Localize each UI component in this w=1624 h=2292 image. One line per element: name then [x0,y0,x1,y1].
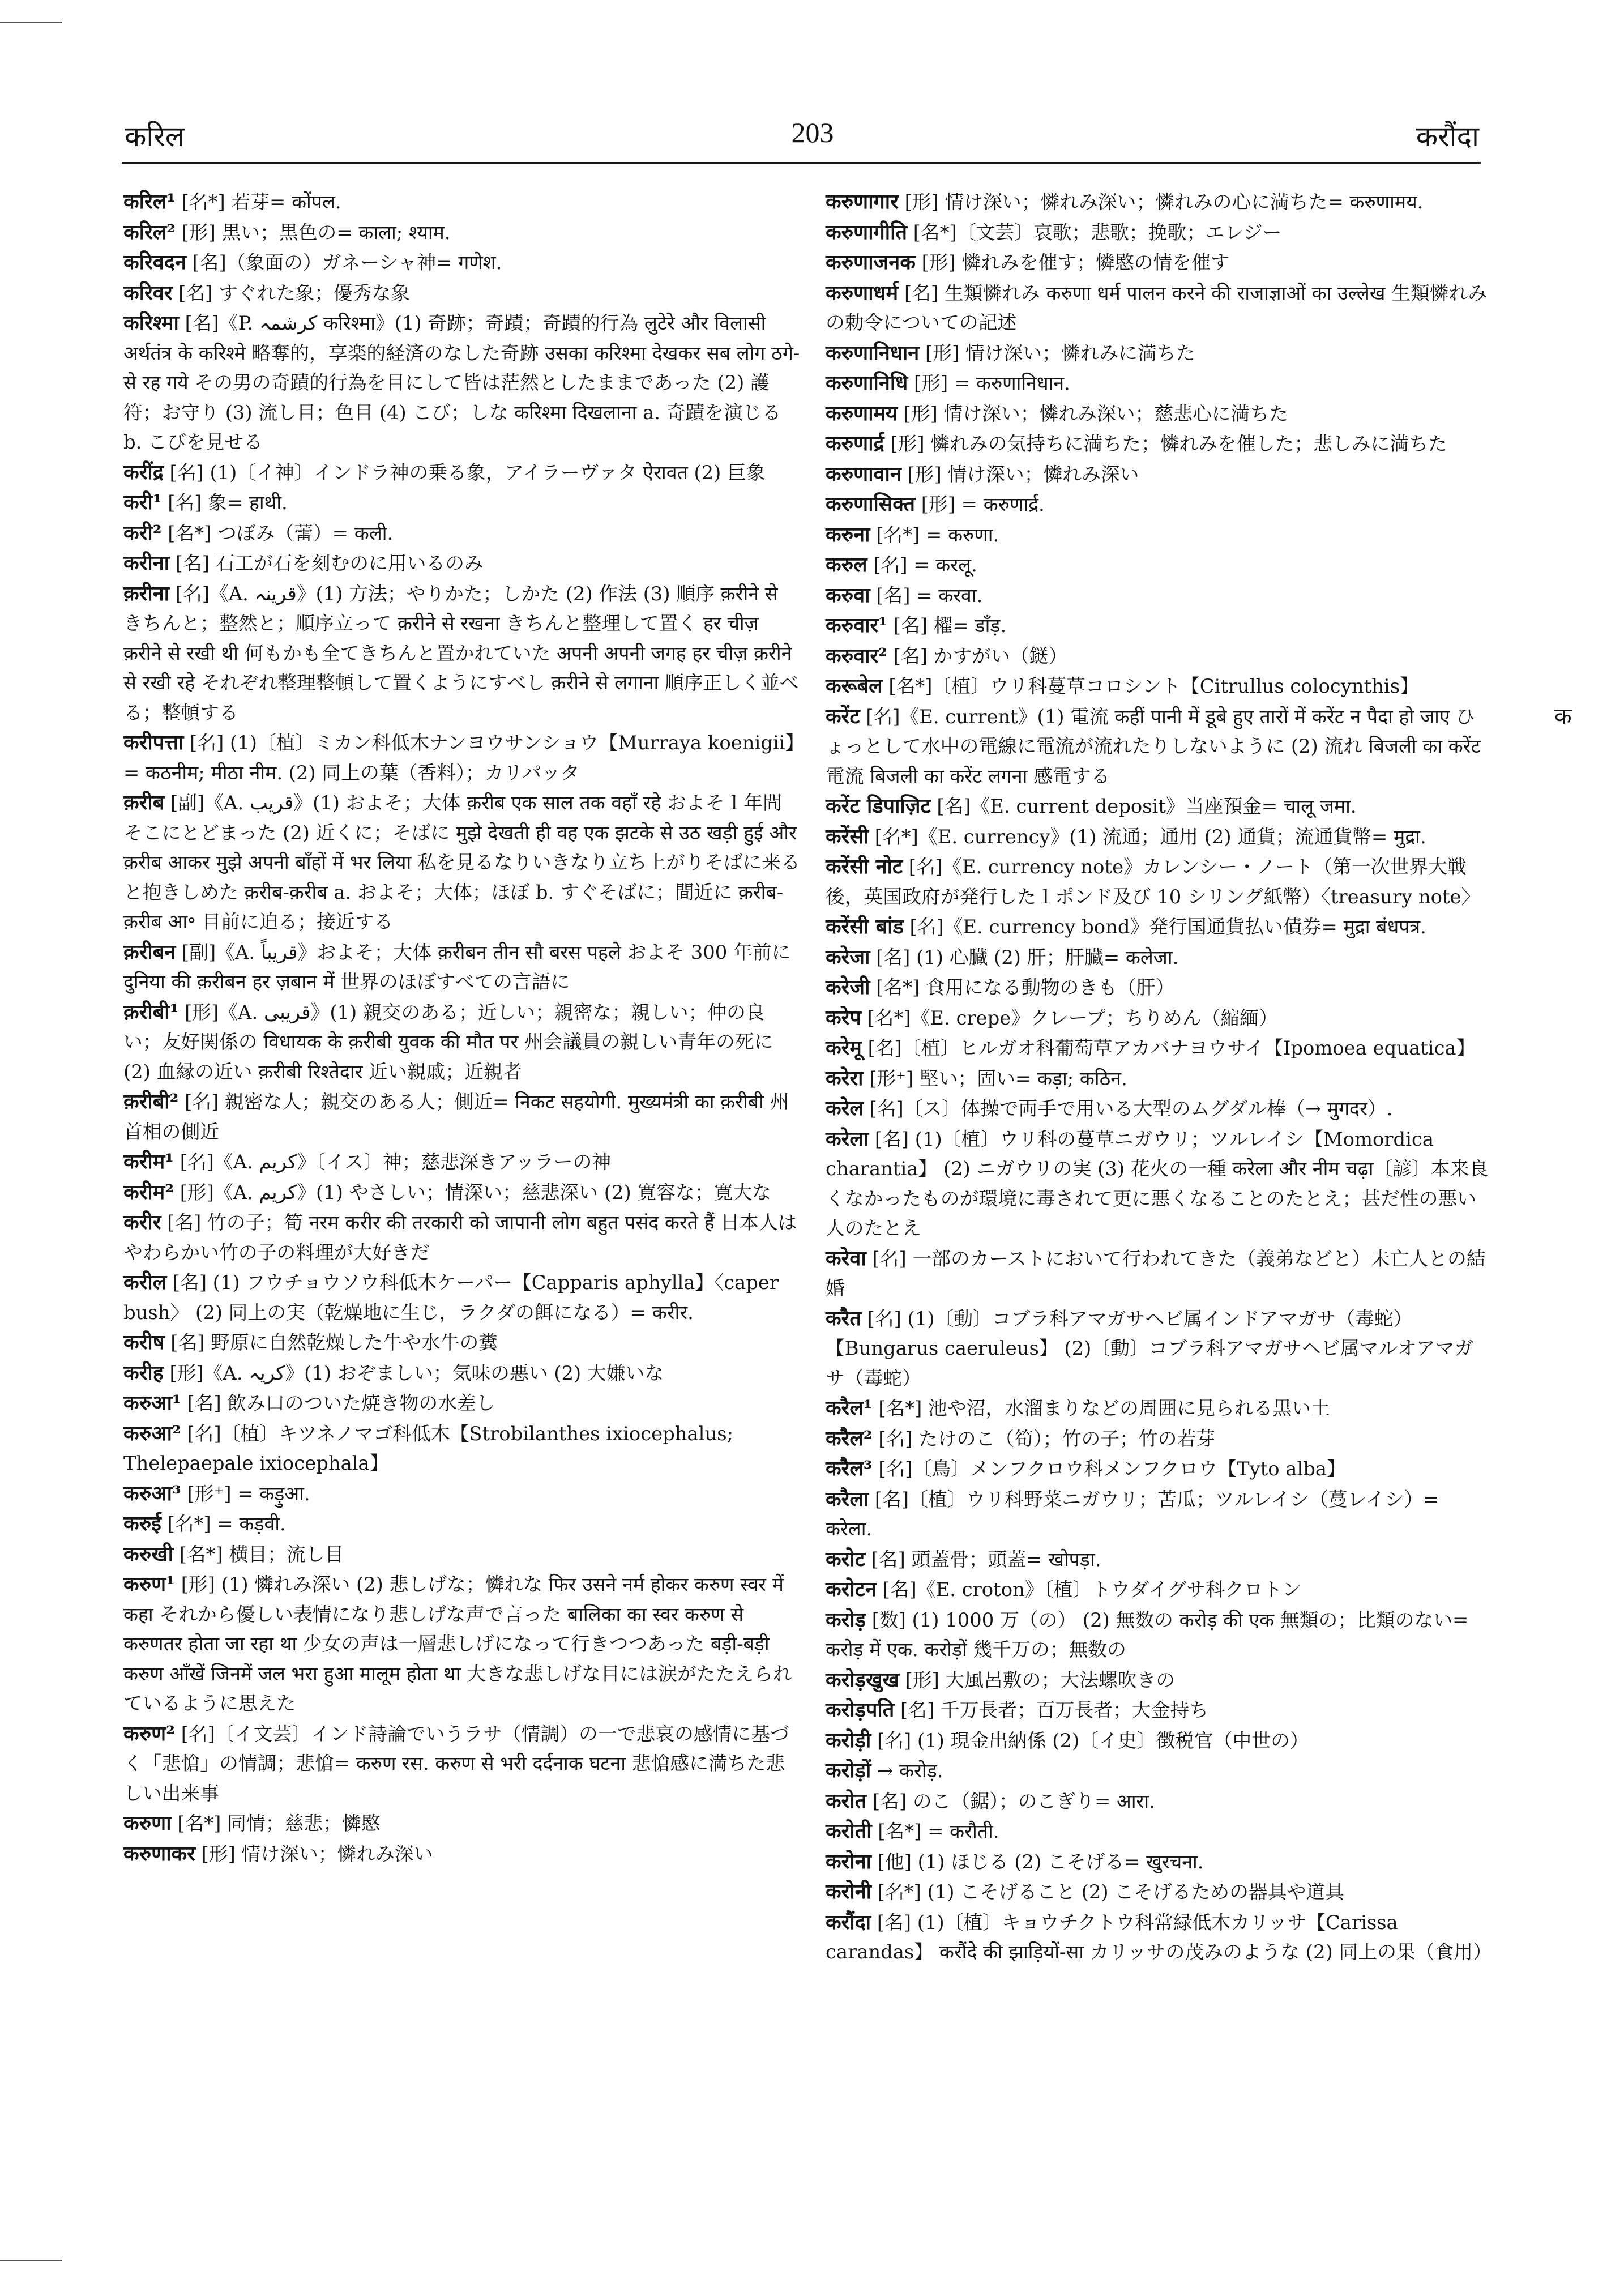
entry-definition: [名*] (1) こそげること (2) こそげるための器具や道具 [871,1881,1344,1903]
dictionary-entry [826,368,1491,399]
dictionary-entry [826,1393,1491,1424]
entry-headword: करोड़खुख [826,1667,899,1692]
entry-headword: करील [123,1270,167,1294]
entry-definition: [名] 千万長者；百万長者；大金持ち [894,1699,1209,1721]
dictionary-entry [826,1847,1491,1877]
entry-headword: करुई [123,1512,161,1535]
dictionary-entry [826,217,1491,248]
entry-definition: [名] 石工が石を刻むのに用いるのみ [169,552,484,574]
entry-definition: [名*] 若芽= कोंपल. [175,191,341,213]
dictionary-entry [123,1358,800,1389]
entry-definition: [名]《E. current deposit》当座預金= चालू जमा. [930,795,1357,817]
entry-definition: → करोड़. [871,1760,943,1782]
dictionary-entry [123,458,800,488]
dictionary-entry [123,1719,800,1809]
entry-definition: [名] 象= हाथी. [161,492,288,514]
entry-headword: करेरा [826,1066,864,1090]
entry-definition: [名]（象面の）ガネーシャ神= गणेश. [186,251,502,274]
entry-definition: [名] 竹の子；筍 नरम करीर की तरकारी को जापानी लोग बहुत पसंद करते हैं 日本人はやわらかい竹の子の料理が大好きだ [123,1211,797,1264]
dictionary-entry [123,788,800,937]
dictionary-entry [826,338,1491,369]
entry-definition: [名] (1) フウチョウソウ科低木ケーパー【Capparis aphylla】〈caper bush〉 (2) 同上の実（乾燥地に生じ，ラクダの餌になる）= करीर. [123,1271,779,1324]
dictionary-entry [826,1816,1491,1847]
entry-headword: करुण² [123,1721,175,1745]
entry-definition: [名] たけのこ（筍）；竹の子；竹の若芽 [872,1427,1216,1450]
dictionary-entry [123,1147,800,1177]
entry-definition: [副]《A. قریباً》およそ；大体 क़रीबन तीन सौ बरस पहले およそ 300 年前に दुनिया की क़रीबन हर ज़बान में 世界のほぼすべての言語に [123,941,791,993]
entry-definition: [名*] = करुणा. [870,523,999,546]
entry-headword: करेंसी बांड [826,915,904,938]
entry-definition: [名]〔植〕ウリ科野菜ニガウリ；苦瓜；ツルレイシ（蔓レイシ）= करेला. [826,1488,1439,1540]
dictionary-entry [826,972,1491,1003]
entry-definition: [形] 情け深い；憐れみに満ちた [919,342,1195,364]
entry-definition: [形] = करुणार्द्र. [915,493,1045,515]
dictionary-entry [123,937,800,997]
entry-definition: [名] = करवा. [870,584,983,607]
dictionary-entry [826,399,1491,429]
entry-definition: [名]《E. currency bond》発行国通貨払い債券= मुद्रा बंधपत्र. [903,916,1426,938]
entry-definition: [形⁺] = कड़ुआ. [181,1482,310,1505]
dictionary-entry [826,1003,1491,1034]
dictionary-entry [826,1033,1491,1064]
entry-headword: करोड़ी [826,1728,871,1752]
running-head-right: करौंदा [1416,120,1479,153]
crop-mark-top [0,22,62,23]
entry-headword: करुणानिधान [826,340,920,365]
entry-definition: [名*] 横目；流し目 [173,1543,344,1565]
dictionary-entry [826,942,1491,973]
entry-headword: करुणागार [826,190,899,214]
entry-headword: करेल [826,1096,864,1120]
entry-headword: करेंसी [826,824,869,848]
header-rule [122,162,1481,164]
entry-headword: करोती [826,1819,872,1843]
dictionary-entry [123,1207,800,1267]
entry-headword: क़रीब [123,791,165,814]
entry-definition: [形] 情け深い；憐れみ深い；慈悲心に満ちた [897,402,1288,425]
entry-definition: [名]〔鳥〕メンフクロウ科メンフクロウ【Tyto alba】 [872,1458,1346,1480]
entry-headword: करोड़ [826,1607,866,1632]
dictionary-entry [826,459,1491,490]
entry-definition: [名] 櫂= डाँड़. [887,614,1007,637]
entry-headword: करेमू [826,1036,862,1060]
dictionary-entry [123,997,800,1087]
dictionary-entry [826,1665,1491,1696]
dictionary-entry [826,489,1491,520]
entry-headword: करैल¹ [826,1396,873,1420]
entry-definition: [名]〔植〕キツネノマゴ科低木【Strobilanthes ixiocephalus; Thelepaepale ixiocephala】 [123,1422,733,1474]
entry-headword: करुणार्द्र [826,432,884,455]
dictionary-entry [123,1267,800,1328]
entry-definition: [名*] = कड़वी. [161,1513,286,1535]
entry-definition: [名]〔ス〕体操で両手で用いる大型のムグダル棒（→ मुगदर）. [863,1098,1393,1120]
entry-definition: [形] 大風呂敷の；大法螺吹きの [899,1668,1176,1691]
dictionary-entry [123,579,800,728]
entry-headword: करोत [826,1789,867,1813]
entry-definition: [名]《E. current》(1) 電流 कहीं पानी में डूबे हुए तारों में करेंट न पैदा हो जाए ひょっとして水中の電線に電流が流れたりしないように (2) 流れ बिजली का करेंट 電流 बिजली का करेंट लगना 感電する [826,705,1481,787]
entry-headword: करिवर [123,280,173,305]
left-column [123,187,800,1869]
entry-headword: करुआ³ [123,1481,181,1505]
entry-headword: करेवा [826,1246,866,1270]
dictionary-entry [826,520,1491,550]
entry-definition: [名*] 同情；慈悲；憐愍 [171,1812,381,1834]
dictionary-entry [826,1424,1491,1454]
dictionary-entry [826,912,1491,942]
dictionary-entry [826,1877,1491,1907]
dictionary-entry [123,1177,800,1208]
dictionary-entry [826,1124,1491,1244]
entry-definition: [他] (1) ほじる (2) こそげる= खुरचना. [871,1850,1204,1873]
entry-definition: [名] (1) 現金出納係 (2)〔イ史〕徴税官（中世の） [871,1729,1309,1752]
entry-headword: करैला [826,1487,869,1511]
dictionary-entry [826,581,1491,611]
entry-headword: करौंदा [826,1910,871,1934]
entry-headword: करीना [123,551,170,575]
entry-definition: [名] かすがい（鎹） [887,645,1068,667]
entry-headword: करेंट डिपाज़िट [826,794,931,818]
entry-headword: करीर [123,1210,161,1234]
entry-definition: [名] 飲み口のついた焼き物の水差し [181,1392,495,1414]
entry-headword: करेला [826,1126,869,1151]
entry-definition: [形] 憐れみを催す；憐愍の情を催す [915,251,1230,274]
entry-definition: [名]〔イ文芸〕インド詩論でいうラサ（情調）の一で悲哀の感情に基づく「悲愴」の情調；悲愴= करुण रस. करुण से भरी दर्दनाक घटना 悲愴感に満ちた悲しい出来事 [123,1722,789,1804]
entry-definition: [名]《E. croton》〔植〕トウダイグサ科クロトン [876,1578,1302,1600]
entry-headword: करूबेल [826,674,883,698]
entry-headword: करुणाजनक [826,250,916,274]
dictionary-entry [123,728,800,788]
entry-definition: [形] 情け深い；憐れみ深い；憐れみの心に満ちた= करुणामय. [898,191,1424,213]
dictionary-entry [826,550,1491,581]
dictionary-entry [826,429,1491,459]
dictionary-entry [123,247,800,278]
dictionary-entry [826,187,1491,217]
entry-headword: करीम¹ [123,1150,174,1173]
entry-headword: करी¹ [123,490,162,514]
entry-definition: [名]《P. کرشمہ करिश्मा》(1) 奇跡；奇蹟；奇蹟的行為 लुटेरे और विलासी अर्थतंत्र के करिश्मे 略奪的，享楽的経済のなした奇跡 उसका करिश्मा देखकर सब लोग ठगे-से रह गये その男の奇蹟的行為を目にして皆は茫然としたままであった (2) 護符；お守り (3) 流し目；色目 (4) こび；しな करिश्मा दिखलाना a. 奇蹟を演じる b. こびを見せる [123,312,800,453]
entry-headword: करेजा [826,945,870,969]
dictionary-entry [123,518,800,549]
entry-definition: [名] 生類憐れみ करुणा धर्म पालन करने की राजाज्ञाओं का उल्लेख 生類憐れみの勅令についての記述 [826,281,1488,334]
entry-headword: करुणाकर [123,1841,195,1866]
entry-headword: करुणावान [826,462,901,486]
dictionary-entry [123,217,800,248]
entry-headword: क़रीबी² [123,1090,179,1113]
entry-headword: करीष [123,1330,165,1354]
dictionary-entry [123,278,800,309]
entry-headword: करुणासिक्त [826,492,916,516]
entry-headword: करुणा [123,1811,172,1835]
dictionary-entry [826,822,1491,852]
entry-definition: [名] (1)〔動〕コブラ科アマガサヘビ属インドアマガサ（毒蛇）【Bungarus caeruleus】 (2)〔動〕コブラ科アマガサヘビ属マルオアマガサ（毒蛇） [826,1307,1474,1389]
entry-definition: [形] 憐れみの気持ちに満ちた；憐れみを催した；悲しみに満ちた [884,433,1447,455]
entry-headword: करैल³ [826,1457,873,1480]
entry-definition: [名*] つぼみ（蕾）= कली. [161,522,394,544]
dictionary-entry [123,1509,800,1539]
entry-headword: करोना [826,1849,872,1873]
dictionary-entry [123,1328,800,1358]
entry-definition: [名] (1)〔イ神〕インドラ神の乗る象，アイラーヴァタ ऐरावत (2) 巨象 [163,461,766,484]
entry-headword: करुणागीति [826,220,907,244]
dictionary-entry [826,1454,1491,1484]
entry-headword: करिश्मा [123,311,179,335]
entry-definition: [名*] = करौती. [871,1820,999,1842]
dictionary-entry [826,1605,1491,1665]
entry-definition: [名] (1)〔植〕ミカン科低木ナンヨウサンショウ【Murraya koenigii】= कठनीम; मीठा नीम. (2) 同上の葉（香料）；カリパッタ [123,732,795,784]
entry-headword: करेप [826,1005,861,1030]
entry-headword: करोड़ों [826,1759,871,1782]
dictionary-entry [826,1544,1491,1575]
entry-definition: [数] (1) 1000 万（の） (2) 無数の करोड़ की एक 無類の；比類のない= करोड़ में एक. करोड़ों 幾千万の；無数の [826,1608,1469,1661]
dictionary-entry [826,1907,1491,1967]
dictionary-entry [826,852,1491,912]
entry-headword: करैत [826,1306,861,1330]
dictionary-entry [826,278,1491,338]
entry-definition: [形] = करुणानिधान. [908,372,1070,394]
entry-definition: [名]《E. currency note》カレンシー・ノート（第一次世界大戦後，英国政府が発行した１ポンド及び 10 シリング紙幣）〈treasury note〉 [826,856,1481,908]
entry-headword: करुणानिधि [826,371,908,395]
entry-definition: [名] 野原に自然乾燥した牛や水牛の糞 [164,1331,498,1354]
entry-definition: [名*]〔植〕ウリ科蔓草コロシント【Citrullus colocynthis】 [882,675,1419,697]
entry-definition: [名*]《E. crepe》クレープ；ちりめん（縮緬） [861,1006,1278,1029]
dictionary-entry [826,1064,1491,1094]
dictionary-entry [123,1479,800,1509]
entry-headword: करोनी [826,1880,872,1903]
entry-headword: करुल [826,553,867,577]
entry-definition: [名*] 食用になる動物のきも（肝） [870,976,1175,998]
entry-definition: [名] (1) 心臓 (2) 肝；肝臓= कलेजा. [870,946,1179,968]
entry-headword: करीपत्ता [123,731,184,754]
entry-headword: करोड़पति [826,1698,895,1722]
running-head-left: करिल [125,120,185,153]
entry-definition: [名]〔植〕ヒルガオ科葡萄草アカバナヨウサイ【Ipomoea equatica】 [861,1037,1476,1059]
crop-mark-bottom [0,2260,62,2261]
dictionary-entry [826,791,1491,822]
dictionary-entry [123,1808,800,1839]
entry-definition: [名*]《E. currency》(1) 流通；通用 (2) 通貨；流通貨幣= मुद्रा. [869,825,1426,848]
entry-headword: करुआ² [123,1421,181,1445]
dictionary-entry [123,308,800,458]
entry-headword: करुना [826,522,870,547]
dictionary-entry [826,1304,1491,1394]
dictionary-entry [826,1574,1491,1605]
entry-definition: [名*]〔文芸〕哀歌；悲歌；挽歌；エレジー [907,221,1282,244]
entry-headword: करैल² [826,1426,873,1450]
dictionary-entry [826,671,1491,702]
dictionary-entry [826,641,1491,672]
entry-headword: करीम² [123,1180,174,1204]
entry-definition: [名*] 池や沼，水溜まりなどの周囲に見られる黒い土 [872,1397,1330,1419]
entry-definition: [名] のこ（鋸）；のこぎり= आरा. [866,1790,1155,1812]
dictionary-entry [826,611,1491,641]
dictionary-entry [826,1484,1491,1544]
dictionary-entry [826,247,1491,278]
entry-headword: करोटन [826,1577,877,1601]
dictionary-entry [123,1087,800,1147]
entry-headword: करुवार² [826,643,888,668]
entry-definition: [名] = करलू. [867,554,977,576]
right-column [826,187,1491,1967]
dictionary-entry [123,1539,800,1570]
entry-headword: करुवार¹ [826,613,888,637]
entry-definition: [名] (1)〔植〕キョウチクトウ科常緑低木カリッサ【Carissa carandas】 करौंदे की झाड़ियों-सा カリッサの茂みのような (2) 同上の果（食用） [826,1911,1492,1963]
entry-headword: करुआ¹ [123,1391,181,1415]
entry-definition: [名]《A. کریم》〔イス〕神；慈悲深きアッラーの神 [174,1151,612,1173]
entry-definition: [副]《A. قریب》(1) およそ；大体 क़रीब एक साल तक वहाँ रहे およそ１年間そこにとどまった (2) 近くに；そばに मुझे देखती ही वह एक झटके से उठ खड़ी हुई और क़रीब आकर मुझे अपनी बाँहों में भर लिया 私を見るなりいきなり立ち上がりそばに来ると抱きしめた क़रीब-क़रीब a. およそ；大体；ほぼ b. すぐそばに；間近に क़रीब-क़रीब आ॰ 目前に迫る；接近する [123,792,800,933]
entry-definition: [名] 親密な人；親交のある人；側近= निकट सहयोगी. मुख्यमंत्री का क़रीबी 州首相の側近 [123,1091,789,1143]
entry-definition: [名] 一部のカーストにおいて行われてきた（義弟などと）未亡人との結婚 [826,1247,1486,1299]
dictionary-entry [123,1569,800,1719]
dictionary-entry [123,488,800,518]
dictionary-entry [123,548,800,579]
entry-headword: करिल¹ [123,190,176,214]
dictionary-entry [826,1695,1491,1726]
dictionary-entry [123,1419,800,1479]
entry-headword: करुवा [826,583,870,607]
entry-definition: [形]《A. کریم》(1) やさしい；情深い；慈悲深い (2) 寛容な；寛大な [174,1181,771,1203]
entry-headword: करिल² [123,220,176,244]
entry-headword: करेजी [826,975,870,999]
entry-headword: करुणामय [826,401,898,425]
entry-headword: करिवदन [123,250,186,274]
entry-definition: [形] (1) 憐れみ深い (2) 悲しげな；憐れな फिर उसने नर्म होकर करुण स्वर में कहा それから優しい表情になり悲しげな声で言った बालिका का स्वर करुण से करुणतर होता जा रहा था 少女の声は一層悲しげになって行きつつあった बड़ी-बड़ी करुण आँखें जिनमें जल भरा हुआ मालूम होता था 大きな悲しげな目には涙がたたえられているように思えた [123,1573,792,1714]
dictionary-entry [826,702,1491,792]
entry-headword: करुण¹ [123,1572,175,1596]
dictionary-entry [826,1726,1491,1756]
entry-definition: [名] すぐれた象；優秀な象 [172,281,411,304]
entry-headword: करुणाधर्म [826,280,899,305]
entry-definition: [形⁺] 堅い；固い= कड़ा; कठिन. [863,1067,1127,1090]
entry-headword: करेंसी नोट [826,855,903,878]
dictionary-entry [826,1786,1491,1817]
entry-definition: [形] 黒い；黒色の= काला; श्याम. [175,221,451,244]
dictionary-entry [123,1388,800,1419]
page-number: 203 [791,117,834,148]
entry-definition: [形] 情け深い；憐れみ深い [901,463,1139,485]
entry-definition: [形]《A. کریہ》(1) おぞましい；気味の悪い (2) 大嫌いな [163,1361,664,1384]
thumb-index-letter: क [1554,703,1572,729]
entry-headword: करी² [123,520,162,545]
entry-headword: करुखी [123,1542,173,1566]
dictionary-entry [826,1094,1491,1124]
entry-headword: करोट [826,1547,865,1571]
entry-headword: करेंट [826,704,860,728]
dictionary-entry [123,187,800,217]
entry-headword: क़रीबी¹ [123,1000,179,1024]
entry-definition: [名]《A. قرینہ》(1) 方法；やりかた；しかた (2) 作法 (3) 順序 क़रीने से きちんと；整然と；順序立って क़रीने से रखना きちんと整理して置く हर चीज़ क़रीने से रखी थी 何もかも全てきちんと置かれていた अपनी अपनी जगह हर चीज़ क़रीने से रखी रहे それぞれ整理整頓して置くようにすべし क़रीने से लगाना 順序正しく並べる；整頓する [123,582,799,724]
entry-definition: [名] 頭蓋骨；頭蓋= खोपड़ा. [865,1548,1101,1570]
dictionary-entry [826,1756,1491,1786]
entry-definition: [形] 情け深い；憐れみ深い [195,1842,433,1865]
dictionary-entry [826,1244,1491,1304]
entry-definition: [名] (1)〔植〕ウリ科の蔓草ニガウリ；ツルレイシ【Momordica charantia】 (2) ニガウリの実 (3) 花火の一種 करेला और नीम चढ़ा〔諺〕本来良くなかったものが環境に毒されて更に悪くなることのたとえ；甚だ性の悪い人のたとえ [826,1128,1489,1239]
entry-definition: [形]《A. قریبی》(1) 親交のある；近しい；親密な；親しい；仲の良い；友好関係の विधायक के क़रीबी युवक की मौत पर 州会議員の親しい青年の死に (2) 血縁の近い क़रीबी रिश्तेदार 近い親戚；近親者 [123,1001,773,1083]
dictionary-entry [123,1839,800,1870]
entry-headword: करीह [123,1360,164,1385]
entry-headword: क़रीना [123,581,170,605]
entry-headword: क़रीबन [123,940,176,964]
entry-headword: करींद्र [123,460,164,484]
